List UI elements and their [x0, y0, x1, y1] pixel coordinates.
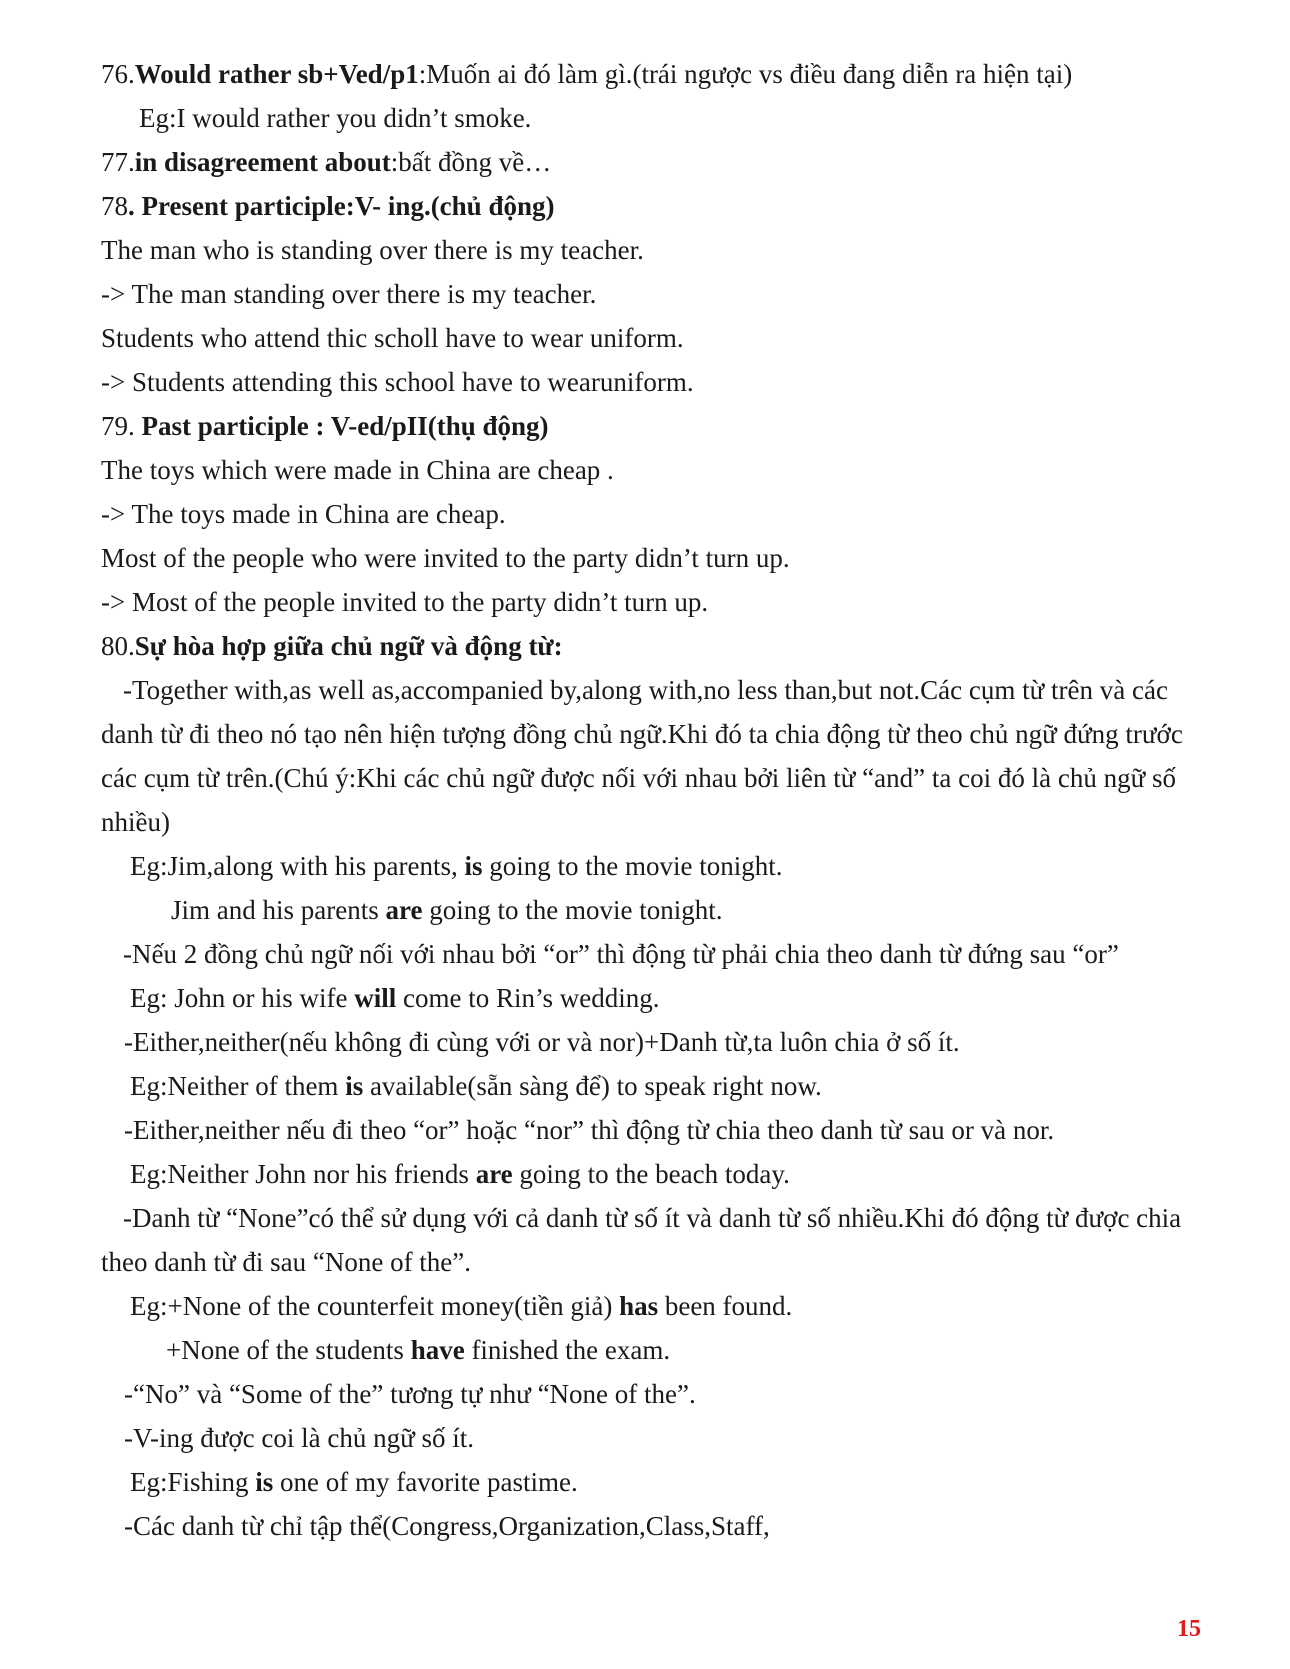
example-text: available(sẵn sàng để) to speak right now.: [363, 1071, 822, 1101]
item-number: 78: [101, 191, 128, 221]
item-77-heading: [101, 140, 1221, 184]
example-line: [101, 888, 1221, 932]
item-definition: :bất đồng về…: [390, 147, 552, 177]
item-term: . Present participle:V- ing.(chủ động): [128, 191, 555, 221]
example-line: [101, 1284, 1221, 1328]
example-text: Eg:Fishing: [130, 1467, 256, 1497]
verb-highlight: are: [475, 1159, 513, 1189]
example-line: [101, 1328, 1221, 1372]
verb-highlight: is: [255, 1467, 274, 1497]
example-text: Eg:+None of the counterfeit money(tiền giả): [130, 1291, 620, 1321]
item-79-heading: [101, 404, 1221, 448]
rule-paragraph: -Nếu 2 đồng chủ ngữ nối với nhau bởi “or” thì động từ phải chia theo danh từ đứng sau “or”: [123, 939, 1119, 969]
sentence-line: -> The man standing over there is my teacher.: [101, 279, 597, 309]
item-term: Would rather sb+Ved/p1: [134, 59, 419, 89]
example-text: come to Rin’s wedding.: [396, 983, 660, 1013]
example-line: [101, 1460, 1221, 1504]
example-line: [101, 1152, 1221, 1196]
example-text: going to the beach today.: [512, 1159, 790, 1189]
rule-line: -Either,neither(nếu không đi cùng với or và nor)+Danh từ,ta luôn chia ở số ít.: [124, 1027, 960, 1057]
example-line: [101, 1064, 1221, 1108]
sentence-line: -> Most of the people invited to the party didn’t turn up.: [101, 587, 709, 617]
example-text: Eg:Neither of them: [130, 1071, 346, 1101]
sentence-line: The toys which were made in China are cheap .: [101, 455, 614, 485]
item-78-heading: [101, 184, 1221, 228]
example-text: going to the movie tonight.: [482, 851, 783, 881]
example-text: Eg:Jim,along with his parents,: [130, 851, 465, 881]
example-line: [101, 976, 1221, 1020]
verb-highlight: have: [410, 1335, 465, 1365]
verb-highlight: has: [619, 1291, 659, 1321]
verb-highlight: will: [354, 983, 397, 1013]
page-content: [101, 52, 1221, 1548]
sentence-line: -> The toys made in China are cheap.: [101, 499, 506, 529]
example-text: been found.: [658, 1291, 793, 1321]
verb-highlight: is: [345, 1071, 364, 1101]
example-text: one of my favorite pastime.: [273, 1467, 578, 1497]
item-number: 79.: [101, 411, 142, 441]
example-text: going to the movie tonight.: [422, 895, 723, 925]
example-text: +None of the students: [166, 1335, 411, 1365]
rule-paragraph: -Danh từ “None”có thể sử dụng với cả danh từ số ít và danh từ số nhiều.Khi đó động từ được chia theo danh từ đi sau “None of the”.: [101, 1203, 1182, 1277]
page-number: 15: [1177, 1616, 1201, 1642]
verb-highlight: are: [385, 895, 423, 925]
rule-line: -Các danh từ chỉ tập thể(Congress,Organization,Class,Staff,: [124, 1511, 770, 1541]
rule-line: -Either,neither nếu đi theo “or” hoặc “nor” thì động từ chia theo danh từ sau or và nor.: [124, 1115, 1055, 1145]
item-term: Past participle : V-ed/pII(thụ động): [141, 411, 549, 441]
example-text: Eg:Neither John nor his friends: [130, 1159, 476, 1189]
sentence-line: -> Students attending this school have to wearuniform.: [101, 367, 694, 397]
sentence-line: Most of the people who were invited to the party didn’t turn up.: [101, 543, 790, 573]
item-term: in disagreement about: [134, 147, 391, 177]
example-text: Eg: John or his wife: [130, 983, 355, 1013]
item-80-heading: [101, 624, 1221, 668]
item-number: 77.: [101, 147, 135, 177]
item-76-heading: [101, 52, 1221, 96]
item-number: 76.: [101, 59, 135, 89]
example-line: [101, 844, 1221, 888]
rule-line: -V-ing được coi là chủ ngữ số ít.: [124, 1423, 474, 1453]
example-line: Eg:I would rather you didn’t smoke.: [139, 103, 532, 133]
item-number: 80.: [101, 631, 135, 661]
item-definition: :Muốn ai đó làm gì.(trái ngược vs điều đang diễn ra hiện tại): [418, 59, 1073, 89]
item-term: Sự hòa hợp giữa chủ ngữ và động từ:: [134, 631, 563, 661]
verb-highlight: is: [464, 851, 483, 881]
sentence-line: The man who is standing over there is my teacher.: [101, 235, 644, 265]
sentence-line: Students who attend thic scholl have to wear uniform.: [101, 323, 684, 353]
rule-paragraph: -Together with,as well as,accompanied by,along with,no less than,but not.Các cụm từ trên và các danh từ đi theo nó tạo nên hiện tượng đồng chủ ngữ.Khi đó ta chia động từ theo chủ ngữ đứng trước các cụm từ trên.(Chú ý:Khi các chủ ngữ được nối với nhau bởi liên từ “and” ta coi đó là chủ ngữ số nhiều): [101, 675, 1183, 837]
rule-line: -“No” và “Some of the” tương tự như “None of the”.: [124, 1379, 696, 1409]
example-text: Jim and his parents: [171, 895, 386, 925]
example-text: finished the exam.: [464, 1335, 671, 1365]
